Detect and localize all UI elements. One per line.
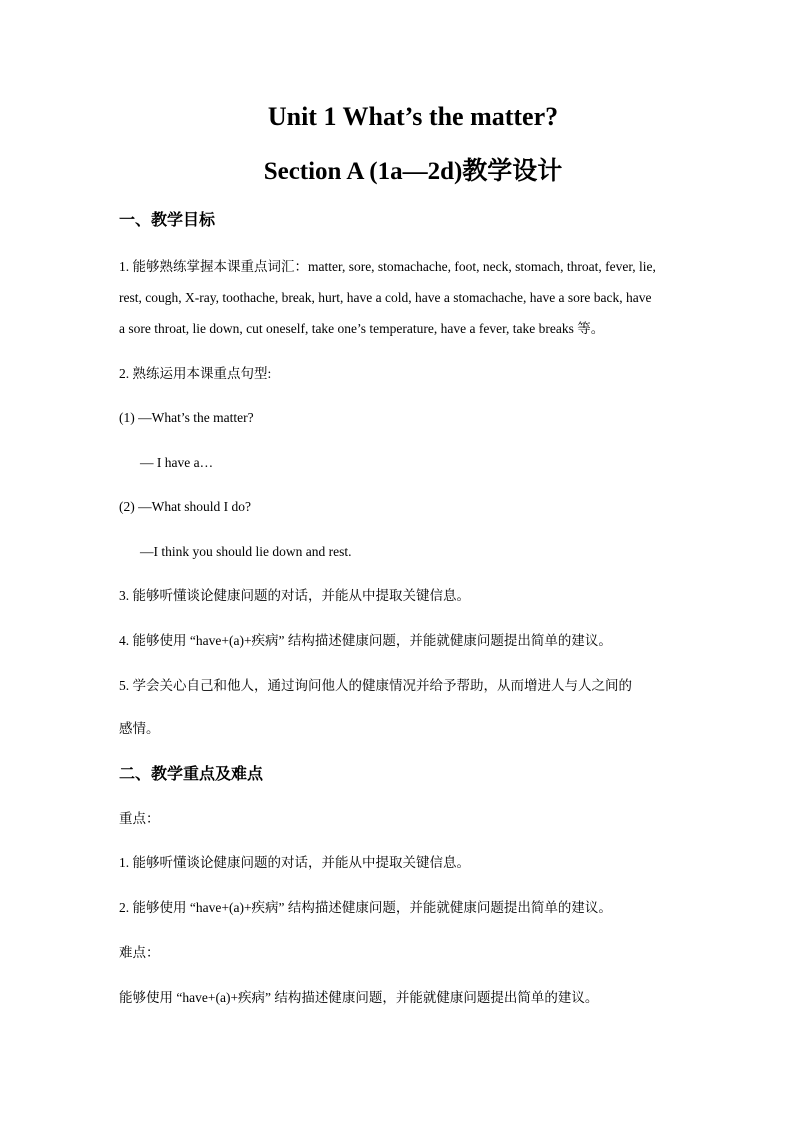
pattern-1-answer: — I have a… [140, 455, 214, 470]
objective-2: 2. 熟练运用本课重点句型: [119, 366, 272, 381]
section-heading-key-points: 二、教学重点及难点 [119, 766, 264, 783]
objective-3: 3. 能够听懂谈论健康问题的对话，并能从中提取关键信息。 [119, 588, 470, 603]
objective-1-line-3: a sore throat, lie down, cut oneself, take one’s temperature, have a fever, take breaks 等。 [119, 321, 605, 336]
pattern-2-answer: —I think you should lie down and rest. [140, 544, 352, 559]
pattern-1-question: (1) —What’s the matter? [119, 410, 254, 425]
difficult-point-1: 能够使用 “have+(a)+疾病” 结构描述健康问题，并能就健康问题提出简单的建议。 [119, 990, 599, 1005]
objective-5-line-2: 感情。 [119, 721, 160, 736]
pattern-2-question: (2) —What should I do? [119, 499, 251, 514]
key-points-label: 重点： [119, 811, 160, 826]
document-subtitle: Section A (1a—2d)教学设计 [263, 158, 563, 185]
objective-5-line-1: 5. 学会关心自己和他人，通过询问他人的健康情况并给予帮助，从而增进人与人之间的 [119, 678, 632, 693]
objective-1-line-2: rest, cough, X-ray, toothache, break, hurt, have a cold, have a stomachache, have a sore back, have [119, 290, 652, 305]
document-title: Unit 1 What’s the matter? [267, 102, 559, 131]
difficult-points-label: 难点： [119, 945, 160, 960]
section-heading-objectives: 一、教学目标 [119, 212, 216, 229]
objective-1-line-1: 1. 能够熟练掌握本课重点词汇：matter, sore, stomachache, foot, neck, stomach, throat, fever, lie, [119, 259, 656, 274]
key-point-1: 1. 能够听懂谈论健康问题的对话，并能从中提取关键信息。 [119, 855, 470, 870]
key-point-2: 2. 能够使用 “have+(a)+疾病” 结构描述健康问题，并能就健康问题提出简单的建议。 [119, 900, 612, 915]
objective-4: 4. 能够使用 “have+(a)+疾病” 结构描述健康问题，并能就健康问题提出简单的建议。 [119, 633, 612, 648]
